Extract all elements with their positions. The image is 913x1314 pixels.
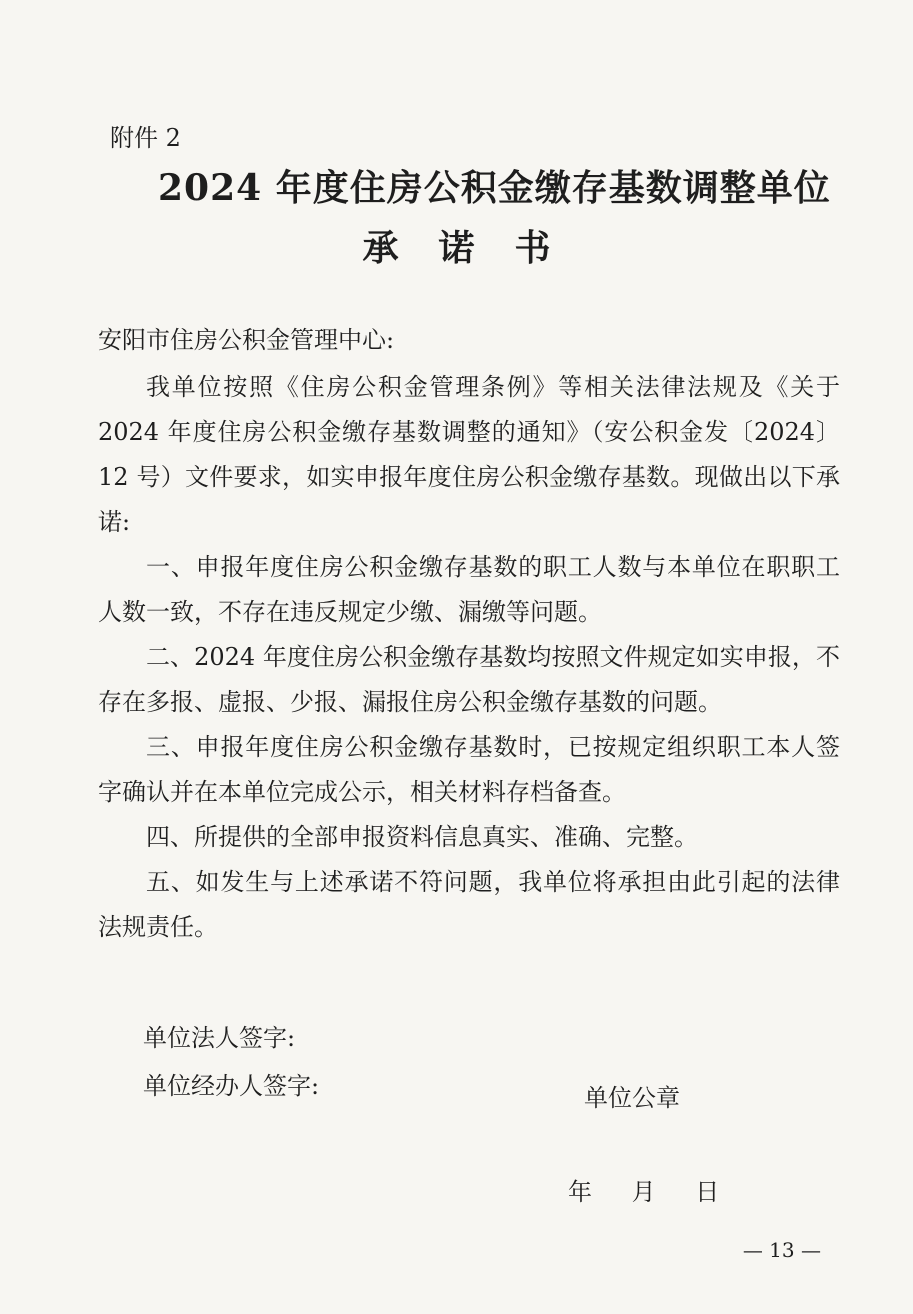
commitment-item-4: 四、所提供的全部申报资料信息真实、准确、完整。 — [146, 823, 698, 851]
commitment-item-2: 二、2024 年度住房公积金缴存基数均按照文件规定如实申报，不存在多报、虚报、少报、漏报住房公积金缴存基数的问题。 — [98, 643, 840, 716]
commitment-item-5: 五、如发生与上述承诺不符问题，我单位将承担由此引起的法律法规责任。 — [98, 868, 840, 941]
document-body — [98, 318, 840, 950]
attachment-label: 附件 2 — [110, 124, 181, 152]
page-number: — 13 — — [742, 1238, 821, 1262]
legal-rep-signature-label: 单位法人签字: — [143, 1024, 296, 1052]
date-line: 年 月 日 — [568, 1178, 720, 1206]
document-title: 2024 年度住房公积金缴存基数调整单位 — [158, 167, 831, 209]
commitment-item-1: 一、申报年度住房公积金缴存基数的职工人数与本单位在职职工人数一致，不存在违反规定少缴、漏缴等问题。 — [98, 553, 840, 626]
salutation: 安阳市住房公积金管理中心: — [98, 326, 395, 354]
handler-signature-label: 单位经办人签字: — [143, 1072, 320, 1100]
intro-paragraph: 我单位按照《住房公积金管理条例》等相关法律法规及《关于 2024 年度住房公积金缴存基数调整的通知》（安公积金发〔2024〕12 号）文件要求，如实申报年度住房公积金缴存基数。现做出以下承诺: — [98, 373, 840, 536]
unit-seal-label: 单位公章 — [584, 1084, 680, 1112]
document-subtitle: 承诺书 — [362, 227, 591, 269]
commitment-item-3: 三、申报年度住房公积金缴存基数时，已按规定组织职工本人签字确认并在本单位完成公示，相关材料存档备查。 — [98, 733, 840, 806]
